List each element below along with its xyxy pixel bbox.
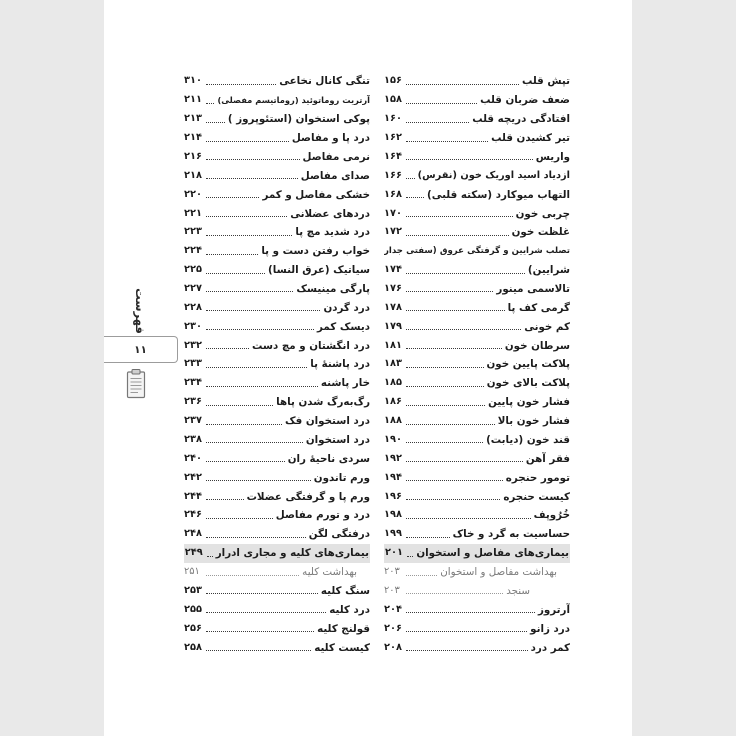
- toc-entry: [184, 393, 370, 412]
- entry-page-number: ۲۵۳: [184, 584, 202, 596]
- toc-entry: [384, 166, 570, 185]
- entry-page-number: ۲۰۱: [385, 547, 403, 559]
- toc-entry: [184, 600, 370, 619]
- entry-page-number: ۲۳۰: [184, 320, 202, 332]
- toc-entry: [184, 110, 370, 129]
- entry-title: کیست کلیه: [314, 641, 370, 654]
- entry-title: فقر آهن: [525, 452, 570, 465]
- entry-title: درد و تورم مفاصل: [275, 509, 370, 522]
- entry-page-number: ۱۹۸: [384, 509, 402, 521]
- dot-leader: [206, 575, 299, 576]
- entry-page-number: ۱۹۴: [384, 471, 402, 483]
- dot-leader: [206, 367, 307, 368]
- entry-title: قند خون (دیابت): [486, 433, 570, 446]
- entry-title: خشکی مفاصل و کمر: [262, 188, 370, 201]
- dot-leader: [406, 405, 485, 406]
- entry-title: پوکی استخوان (استئوپروز ): [227, 113, 370, 126]
- entry-title: سرطان خون: [504, 339, 570, 352]
- dot-leader: [206, 593, 318, 594]
- entry-page-number: ۱۶۲: [384, 132, 402, 144]
- dot-leader: [406, 518, 531, 519]
- entry-page-number: ۲۰۴: [384, 603, 402, 615]
- entry-title: کمر درد: [530, 641, 570, 654]
- dot-leader: [406, 348, 502, 349]
- entry-page-number: ۱۷۲: [384, 226, 402, 238]
- entry-title: ضعف ضربان قلب: [480, 94, 570, 107]
- toc-entry: [384, 110, 570, 129]
- entry-title: بهداشت مفاصل و استخوان: [440, 566, 557, 579]
- entry-title: درد انگشتان و مچ دست: [251, 339, 370, 352]
- entry-page-number: ۱۷۰: [384, 207, 402, 219]
- dot-leader: [206, 216, 287, 217]
- toc-entry: [184, 336, 370, 355]
- entry-title: درد پاشنهٔ پا: [310, 358, 370, 371]
- dot-leader: [206, 103, 214, 104]
- dot-leader: [206, 159, 300, 160]
- toc-entry: [184, 581, 370, 600]
- entry-title: چربی خون: [515, 207, 570, 220]
- toc-entry: [384, 581, 570, 600]
- entry-page-number: ۲۲۳: [184, 226, 202, 238]
- toc-entry: [184, 638, 370, 657]
- entry-title: بهداشت کلیه: [302, 566, 357, 579]
- entry-title: افتادگی دریچه قلب: [472, 113, 570, 126]
- dot-leader: [406, 216, 513, 217]
- entry-page-number: ۱۹۰: [384, 433, 402, 445]
- dot-leader: [206, 329, 314, 330]
- toc-entry: [184, 147, 370, 166]
- entry-title: درد کلیه: [329, 603, 370, 616]
- entry-title: تپش قلب: [521, 75, 570, 88]
- entry-page-number: ۱۷۶: [384, 282, 402, 294]
- toc-entry: [384, 355, 570, 374]
- entry-page-number: ۲۰۸: [384, 641, 402, 653]
- entry-page-number: ۱۷۴: [384, 264, 402, 276]
- dot-leader: [406, 575, 437, 576]
- toc-entry: [384, 223, 570, 242]
- toc-entry: [184, 91, 370, 110]
- entry-page-number: ۲۲۰: [184, 188, 202, 200]
- section-tab-title: فهرست: [133, 288, 147, 334]
- entry-title: سنگ کلیه: [320, 584, 370, 597]
- dot-leader: [406, 329, 521, 330]
- toc-entry: [184, 563, 370, 582]
- toc-entry: [184, 431, 370, 450]
- entry-title: فشار خون بالا: [497, 415, 570, 428]
- toc-entry: [184, 261, 370, 280]
- entry-page-number: ۲۱۴: [184, 132, 202, 144]
- entry-page-number: ۳۱۰: [184, 75, 202, 87]
- entry-title: تومور حنجره: [505, 471, 570, 484]
- entry-page-number: ۲۱۶: [184, 150, 202, 162]
- entry-page-number: ۲۴۶: [184, 509, 202, 521]
- entry-page-number: ۲۱۸: [184, 169, 202, 181]
- toc-entry: [184, 185, 370, 204]
- entry-page-number: ۱۶۸: [384, 188, 402, 200]
- dot-leader: [406, 310, 505, 311]
- dot-leader: [406, 178, 415, 179]
- entry-page-number: ۲۰۳: [384, 584, 400, 596]
- dot-leader: [206, 612, 326, 613]
- entry-page-number: ۲۴۰: [184, 452, 202, 464]
- dot-leader: [206, 386, 318, 387]
- entry-title: پلاکت بالای خون: [486, 377, 570, 390]
- toc-entry: [384, 185, 570, 204]
- entry-page-number: ۲۵۱: [184, 566, 200, 578]
- dot-leader: [206, 631, 314, 632]
- toc-entry: [384, 204, 570, 223]
- entry-page-number: ۲۰۶: [384, 622, 402, 634]
- dot-leader: [207, 556, 213, 557]
- dot-leader: [406, 461, 523, 462]
- entry-title: پلاکت پایین خون: [486, 358, 570, 371]
- toc-entry: [384, 449, 570, 468]
- dot-leader: [206, 442, 303, 443]
- entry-title: ورم تاندون: [313, 471, 370, 484]
- entry-title: تصلب شرایین و گرفتگی عروق (سفتی جدار: [384, 246, 570, 257]
- entry-title: تنگی کانال نخاعی: [279, 75, 370, 88]
- toc-section-heading: [384, 544, 570, 563]
- toc-entry: [384, 147, 570, 166]
- dot-leader: [206, 84, 276, 85]
- dot-leader: [406, 480, 503, 481]
- entry-title: درد شدید مچ پا: [295, 226, 370, 239]
- entry-page-number: ۲۲۵: [184, 264, 202, 276]
- dot-leader: [206, 405, 273, 406]
- entry-page-number: ۲۰۳: [384, 566, 400, 578]
- entry-title: تالاسمی مینور: [496, 282, 570, 295]
- toc-entry: [384, 638, 570, 657]
- dot-leader: [406, 367, 484, 368]
- entry-page-number: ۲۴۹: [184, 547, 203, 559]
- entry-title: التهاب میوکارد (سکته قلبی): [426, 188, 570, 201]
- entry-title: نرمی مفاصل: [302, 150, 370, 163]
- entry-title: سردی ناحیهٔ ران: [287, 452, 370, 465]
- toc-entry: [184, 449, 370, 468]
- toc-column-left: [184, 72, 370, 662]
- entry-title: غلظت خون: [511, 226, 570, 239]
- dot-leader: [406, 159, 533, 160]
- entry-page-number: ۱۹۶: [384, 490, 402, 502]
- dot-leader: [406, 386, 484, 387]
- toc-entry: [184, 468, 370, 487]
- dot-leader: [206, 461, 285, 462]
- toc-entry: [384, 600, 570, 619]
- toc-entry: [184, 619, 370, 638]
- toc-entry: [184, 355, 370, 374]
- entry-title: درد پا و مفاصل: [291, 132, 370, 145]
- toc-entry: [384, 393, 570, 412]
- dot-leader: [406, 537, 450, 538]
- toc-entry: [384, 619, 570, 638]
- entry-title: کیست حنجره: [503, 490, 570, 503]
- clipboard-icon: [126, 368, 146, 399]
- toc-entry: [384, 487, 570, 506]
- toc-entry: [184, 412, 370, 431]
- dot-leader: [206, 197, 259, 198]
- entry-page-number: ۲۳۷: [184, 415, 202, 427]
- entry-title: درد استخوان: [305, 433, 370, 446]
- entry-title: گرمی کف پا: [507, 301, 570, 314]
- entry-page-number: ۲۳۲: [184, 339, 202, 351]
- entry-title: آرتروز: [537, 603, 570, 616]
- entry-title: درد زانو: [530, 622, 570, 635]
- dot-leader: [206, 310, 320, 311]
- entry-title: خواب رفتن دست و پا: [261, 245, 370, 258]
- entry-title: خار پاشنه: [320, 377, 370, 390]
- entry-title: درد گردن: [323, 301, 370, 314]
- toc-entry: [384, 129, 570, 148]
- toc-entry: [184, 72, 370, 91]
- toc-entry: [384, 91, 570, 110]
- dot-leader: [406, 273, 525, 274]
- dot-leader: [206, 480, 311, 481]
- entry-page-number: ۲۳۳: [184, 358, 202, 370]
- toc-entry: [384, 374, 570, 393]
- dot-leader: [206, 348, 249, 349]
- dot-leader: [406, 84, 519, 85]
- toc-entry: [184, 223, 370, 242]
- dot-leader: [407, 556, 413, 557]
- dot-leader: [406, 197, 424, 198]
- toc-entry: [184, 204, 370, 223]
- entry-title: سنجد: [506, 584, 530, 597]
- entry-page-number: ۱۸۵: [384, 377, 402, 389]
- dot-leader: [406, 612, 535, 613]
- entry-title: رگ‌به‌رگ شدن پاها: [276, 396, 370, 409]
- entry-page-number: ۲۳۸: [184, 433, 202, 445]
- entry-page-number: ۲۲۱: [184, 207, 202, 219]
- entry-page-number: ۱۵۸: [384, 94, 402, 106]
- toc-entry: [184, 374, 370, 393]
- toc-entry-line: [384, 242, 570, 261]
- dot-leader: [406, 650, 528, 651]
- entry-title: درد استخوان فک: [284, 415, 370, 428]
- entry-page-number: ۱۷۸: [384, 301, 402, 313]
- entry-title: بیماری‌های کلیه و مجاری ادرار: [215, 547, 369, 560]
- entry-page-number: ۱۵۶: [384, 75, 402, 87]
- dot-leader: [406, 291, 493, 292]
- entry-title: سیاتیک (عرق النسا): [268, 264, 370, 277]
- entry-page-number: ۲۱۱: [184, 94, 202, 106]
- entry-page-number: ۲۴۴: [184, 490, 202, 502]
- entry-title: بیماری‌های مفاصل و استخوان: [416, 547, 569, 560]
- entry-page-number: ۲۴۸: [184, 528, 202, 540]
- dot-leader: [406, 499, 500, 500]
- dot-leader: [206, 235, 292, 236]
- entry-title: ورم پا و گرفتگی عضلات: [246, 490, 370, 503]
- entry-page-number: ۲۲۸: [184, 301, 202, 313]
- toc-entry: [184, 280, 370, 299]
- dot-leader: [206, 518, 273, 519]
- entry-title: صدای مفاصل: [300, 169, 370, 182]
- dot-leader: [406, 141, 488, 142]
- entry-page-number: ۱۶۶: [384, 169, 402, 181]
- dot-leader: [206, 650, 311, 651]
- toc-entry: [184, 317, 370, 336]
- dot-leader: [406, 103, 477, 104]
- toc-entry: [384, 563, 570, 582]
- dot-leader: [406, 442, 483, 443]
- entry-page-number: ۲۲۷: [184, 282, 202, 294]
- dot-leader: [406, 631, 527, 632]
- entry-page-number: ۲۲۴: [184, 245, 202, 257]
- entry-title: آرتریت روماتوئید (روماتیسم مفصلی): [217, 95, 370, 106]
- entry-title: دردهای عضلانی: [290, 207, 370, 220]
- entry-title: حساسیت به گرد و خاک: [452, 528, 570, 541]
- dot-leader: [206, 254, 258, 255]
- dot-leader: [206, 499, 244, 500]
- entry-page-number: ۲۵۵: [184, 603, 202, 615]
- entry-title: قولنج کلیه: [317, 622, 370, 635]
- entry-page-number: ۱۶۴: [384, 150, 402, 162]
- entry-page-number: ۲۵۶: [184, 622, 202, 634]
- dot-leader: [206, 537, 306, 538]
- entry-title: تیر کشیدن قلب: [491, 132, 570, 145]
- toc-entry: [384, 525, 570, 544]
- entry-page-number: ۲۱۳: [184, 113, 202, 125]
- toc-entry: [184, 487, 370, 506]
- entry-page-number: ۱۸۳: [384, 358, 402, 370]
- entry-page-number: ۱۸۱: [384, 339, 402, 351]
- toc-entry: [384, 72, 570, 91]
- toc-entry: [384, 468, 570, 487]
- entry-page-number: ۱۸۸: [384, 415, 402, 427]
- dot-leader: [406, 122, 469, 123]
- entry-page-number: ۲۳۴: [184, 377, 202, 389]
- entry-page-number: ۱۹۲: [384, 452, 402, 464]
- book-page: [104, 0, 632, 736]
- entry-page-number: ۲۵۸: [184, 641, 202, 653]
- entry-page-number: ۱۶۰: [384, 113, 402, 125]
- entry-page-number: ۲۴۲: [184, 471, 202, 483]
- entry-title: شرایین): [527, 264, 570, 277]
- toc-entry: [184, 166, 370, 185]
- dot-leader: [206, 141, 289, 142]
- toc-entry: [384, 261, 570, 280]
- dot-leader: [206, 273, 265, 274]
- page-number-tab: [104, 336, 178, 363]
- entry-title: خُرُوپف: [533, 509, 570, 522]
- page-number: ۱۱: [134, 343, 147, 356]
- toc-entry: [184, 525, 370, 544]
- dot-leader: [406, 235, 509, 236]
- entry-title: دیسک کمر: [316, 320, 370, 333]
- entry-page-number: ۲۳۶: [184, 396, 202, 408]
- toc-entry: [384, 336, 570, 355]
- entry-title: واریس: [535, 150, 570, 163]
- dot-leader: [206, 122, 225, 123]
- entry-title: ازدیاد اسید اوریک خون (نقرس): [417, 169, 570, 181]
- entry-title: درفتگی لگن: [308, 528, 370, 541]
- dot-leader: [406, 424, 495, 425]
- toc-entry: [384, 280, 570, 299]
- dot-leader: [206, 424, 282, 425]
- dot-leader: [406, 593, 503, 594]
- entry-page-number: ۱۷۹: [384, 320, 402, 332]
- toc-column-right: [384, 72, 570, 662]
- toc-entry: [184, 242, 370, 261]
- toc-entry: [184, 298, 370, 317]
- toc-entry: [184, 506, 370, 525]
- entry-page-number: ۱۸۶: [384, 396, 402, 408]
- entry-title: پارگی مینیسک: [296, 282, 370, 295]
- entry-title: کم خونی: [524, 320, 570, 333]
- toc-entry: [384, 412, 570, 431]
- toc-entry: [384, 298, 570, 317]
- entry-page-number: ۱۹۹: [384, 528, 402, 540]
- entry-title: فشار خون پایین: [488, 396, 570, 409]
- toc-entry: [384, 431, 570, 450]
- toc-entry: [384, 317, 570, 336]
- toc-section-heading: [184, 544, 370, 563]
- dot-leader: [206, 291, 293, 292]
- toc-entry: [384, 506, 570, 525]
- toc-entry: [184, 129, 370, 148]
- dot-leader: [206, 178, 298, 179]
